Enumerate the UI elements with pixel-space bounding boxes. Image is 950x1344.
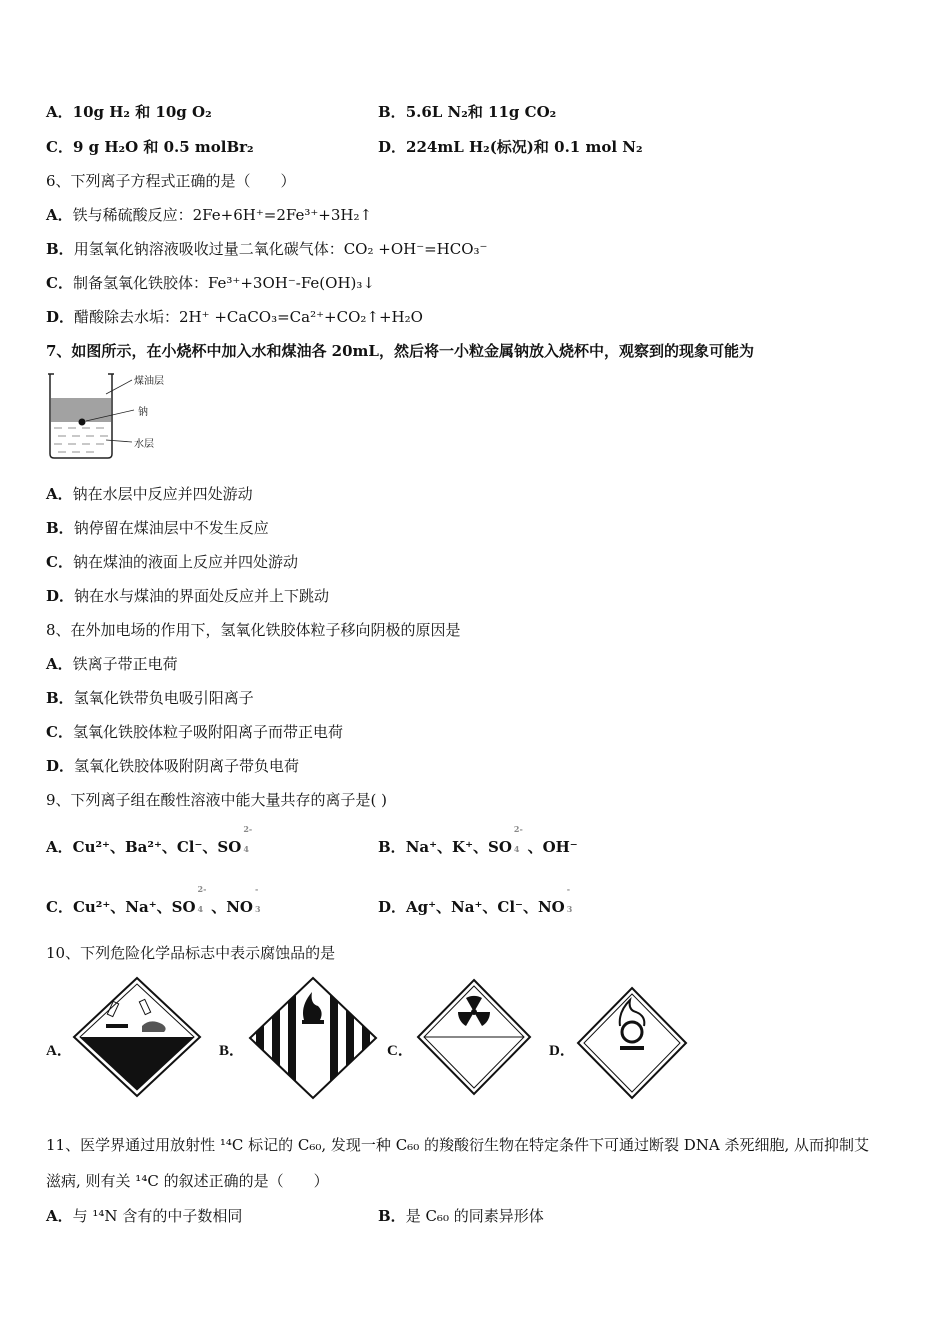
q8-option-d: D．氢氧化铁胶体吸附阴离子带负电荷 [46,757,300,775]
q5-option-d: D．224mL H₂(标况)和 0.1 mol N₂ [378,138,643,156]
q7-option-b: B．钠停留在煤油层中不发生反应 [46,519,269,537]
beaker-figure [46,370,176,462]
q10-label-b: B． [219,1043,245,1059]
q11-stem-line2: 滋病, 则有关 ¹⁴C 的叙述正确的是（ ） [46,1172,329,1190]
q10-label-a: A． [46,1043,72,1059]
radioactive-sign-icon [416,978,532,1100]
q11-option-a: A．与 ¹⁴N 含有的中子数相同 [46,1207,243,1225]
q10-label-c: C． [387,1043,413,1059]
q5-option-b: B．5.6L N₂和 11g CO₂ [378,103,557,121]
q5-option-a: A．10g H₂ 和 10g O₂ [46,103,212,121]
flammable-solid-sign-icon [248,976,378,1104]
q6-option-b: B．用氢氧化钠溶液吸收过量二氧化碳气体：CO₂ +OH⁻=HCO₃⁻ [46,240,488,258]
q6-stem: 6、下列离子方程式正确的是（ ） [46,172,296,190]
q9-option-b: B．Na⁺、K⁺、SO 2- 4 、OH⁻ [378,824,578,856]
q5-option-c: C．9 g H₂O 和 0.5 molBr₂ [46,138,254,156]
q11-option-b: B．是 C₆₀ 的同素异形体 [378,1207,544,1225]
q10-label-d: D． [549,1043,575,1059]
q6-option-c: C．制备氢氧化铁胶体：Fe³⁺+3OH⁻-Fe(OH)₃↓ [46,274,375,292]
q9-option-a: A．Cu²⁺、Ba²⁺、Cl⁻、SO 2- 4 [46,824,253,856]
oxidizer-sign-icon [576,986,688,1104]
label-water-layer: 水层 [134,439,154,450]
q8-option-b: B．氢氧化铁带负电吸引阳离子 [46,689,254,707]
q7-option-c: C．钠在煤油的液面上反应并四处游动 [46,553,298,571]
q9-stem: 9、下列离子组在酸性溶液中能大量共存的离子是( ) [46,791,388,809]
label-sodium: 钠 [138,407,148,418]
q9-option-d: D．Ag⁺、Na⁺、Cl⁻、NO - 3 [378,884,573,916]
q11-stem-line1: 11、医学界通过用放射性 ¹⁴C 标记的 C₆₀, 发现一种 C₆₀ 的羧酸衍生物在特定条件下可通过断裂 DNA 杀死细胞, 从而抑制艾 [46,1136,870,1154]
corrosive-sign-icon [72,976,202,1102]
q9-option-c: C．Cu²⁺、Na⁺、SO 2- 4 、NO - 3 [46,884,261,916]
q10-stem: 10、下列危险化学品标志中表示腐蚀品的是 [46,944,336,962]
q8-stem: 8、在外加电场的作用下，氢氧化铁胶体粒子移向阴极的原因是 [46,621,461,639]
q7-option-d: D．钠在水与煤油的界面处反应并上下跳动 [46,587,330,605]
q6-option-d: D．醋酸除去水垢：2H⁺ +CaCO₃=Ca²⁺+CO₂↑+H₂O [46,308,423,326]
q7-stem: 7、如图所示，在小烧杯中加入水和煤油各 20mL，然后将一小粒金属钠放入烧杯中，观察到的现象可能为 [46,342,754,360]
q8-option-a: A．铁离子带正电荷 [46,655,178,673]
q6-option-a: A．铁与稀硫酸反应：2Fe+6H⁺=2Fe³⁺+3H₂↑ [46,206,373,224]
q7-option-a: A．钠在水层中反应并四处游动 [46,485,253,503]
label-oil-layer: 煤油层 [134,376,164,387]
q8-option-c: C．氢氧化铁胶体粒子吸附阳离子而带正电荷 [46,723,343,741]
